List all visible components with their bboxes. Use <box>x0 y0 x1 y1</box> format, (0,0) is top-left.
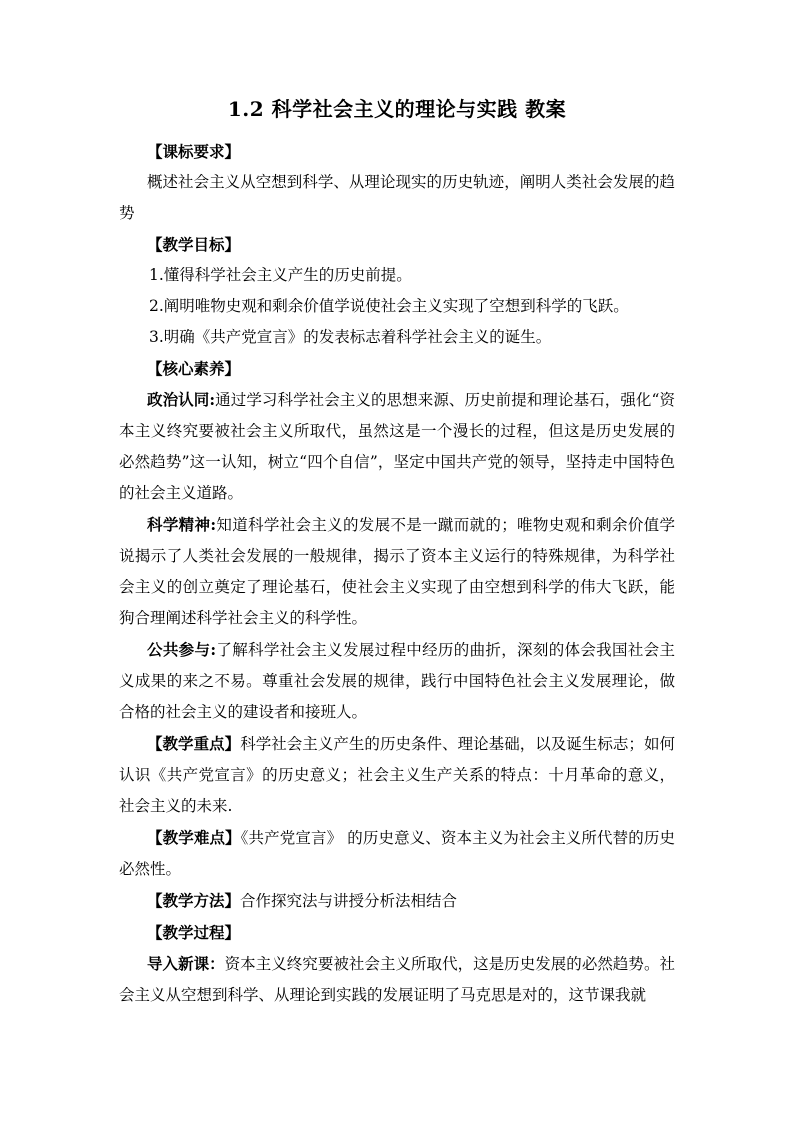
literacy-heading: 【核心素养】 <box>147 359 241 378</box>
methods-paragraph <box>119 885 675 917</box>
document-title: 1.2 科学社会主义的理论与实践 教案 <box>227 97 567 121</box>
key-points-paragraph <box>119 728 675 822</box>
literacy-science-label: 科学精神 <box>147 515 211 534</box>
process-intro-label: 导入新课： <box>147 954 225 973</box>
colon-separator: : <box>209 390 216 409</box>
literacy-political-text: 通过学习科学社会主义的思想来源、历史前提和理论基石，强化“资本主义终究要被社会主义所取代，虽然这是一个漫长的过程，但这是历史发展的必然趋势”这一认知，树立“四个自信”，坚定中国共产党的领导，坚持走中国特色的社会主义道路。 <box>119 391 675 502</box>
objective-item-2: 2.阐明唯物史观和剩余价值学说使社会主义实现了空想到科学的飞跃。 <box>149 297 629 315</box>
process-intro-paragraph <box>119 948 675 1011</box>
difficulties-text: 《共产党宣言》 的历史意义、资本主义为社会主义所代替的历史必然性。 <box>119 829 675 878</box>
methods-heading: 【教学方法】 <box>147 891 241 910</box>
literacy-science-text: 知道科学社会主义的发展不是一蹴而就的；唯物史观和剩余价值学说揭示了人类社会发展的一般规律，揭示了资本主义运行的特殊规律，为科学社会主义的创立奠定了理论基石，使社会主义实现了由空想到科学的伟大飞跃，能狗合理阐述科学社会主义的科学性。 <box>119 516 675 627</box>
colon-separator: : <box>210 640 217 659</box>
difficulties-heading: 【教学难点】 <box>147 828 241 847</box>
document-page <box>119 92 675 1011</box>
literacy-science-paragraph <box>119 509 675 634</box>
literacy-public-label: 公共参与 <box>147 640 211 659</box>
curriculum-text: 概述社会主义从空想到科学、从理论现实的历史轨迹，阐明人类社会发展的趋势 <box>119 173 675 222</box>
literacy-public-paragraph <box>119 634 675 728</box>
literacy-political-paragraph <box>119 384 675 509</box>
key-points-heading: 【教学重点】 <box>147 734 241 753</box>
colon-separator: : <box>210 515 217 534</box>
curriculum-heading: 【课标要求】 <box>147 142 241 161</box>
process-heading: 【教学过程】 <box>147 923 241 942</box>
process-intro-text: 资本主义终究要被社会主义所取代，这是历史发展的必然趋势。社会主义从空想到科学、从理论到实践的发展证明了马克思是对的，这节课我就 <box>119 955 675 1004</box>
objective-item-1: 1.懂得科学社会主义产生的历史前提。 <box>149 266 412 284</box>
literacy-political-label: 政治认同 <box>147 390 210 409</box>
methods-text: 合作探究法与讲授分析法相结合 <box>240 892 458 910</box>
difficulties-paragraph <box>119 822 675 885</box>
objectives-heading: 【教学目标】 <box>147 235 241 254</box>
key-points-text: 科学社会主义产生的历史条件、理论基础，以及诞生标志；如何认识《共产党宣言》的历史意义；社会主义生产关系的特点：十月革命的意义，社会主义的未来. <box>119 735 675 815</box>
literacy-public-text: 了解科学社会主义发展过程中经历的曲折，深刻的体会我国社会主义成果的来之不易。尊重社会发展的规律，践行中国特色社会主义发展理论，做合格的社会主义的建设者和接班人。 <box>119 641 675 721</box>
objective-item-3: 3.明确《共产党宣言》的发表标志着科学社会主义的诞生。 <box>149 328 552 346</box>
